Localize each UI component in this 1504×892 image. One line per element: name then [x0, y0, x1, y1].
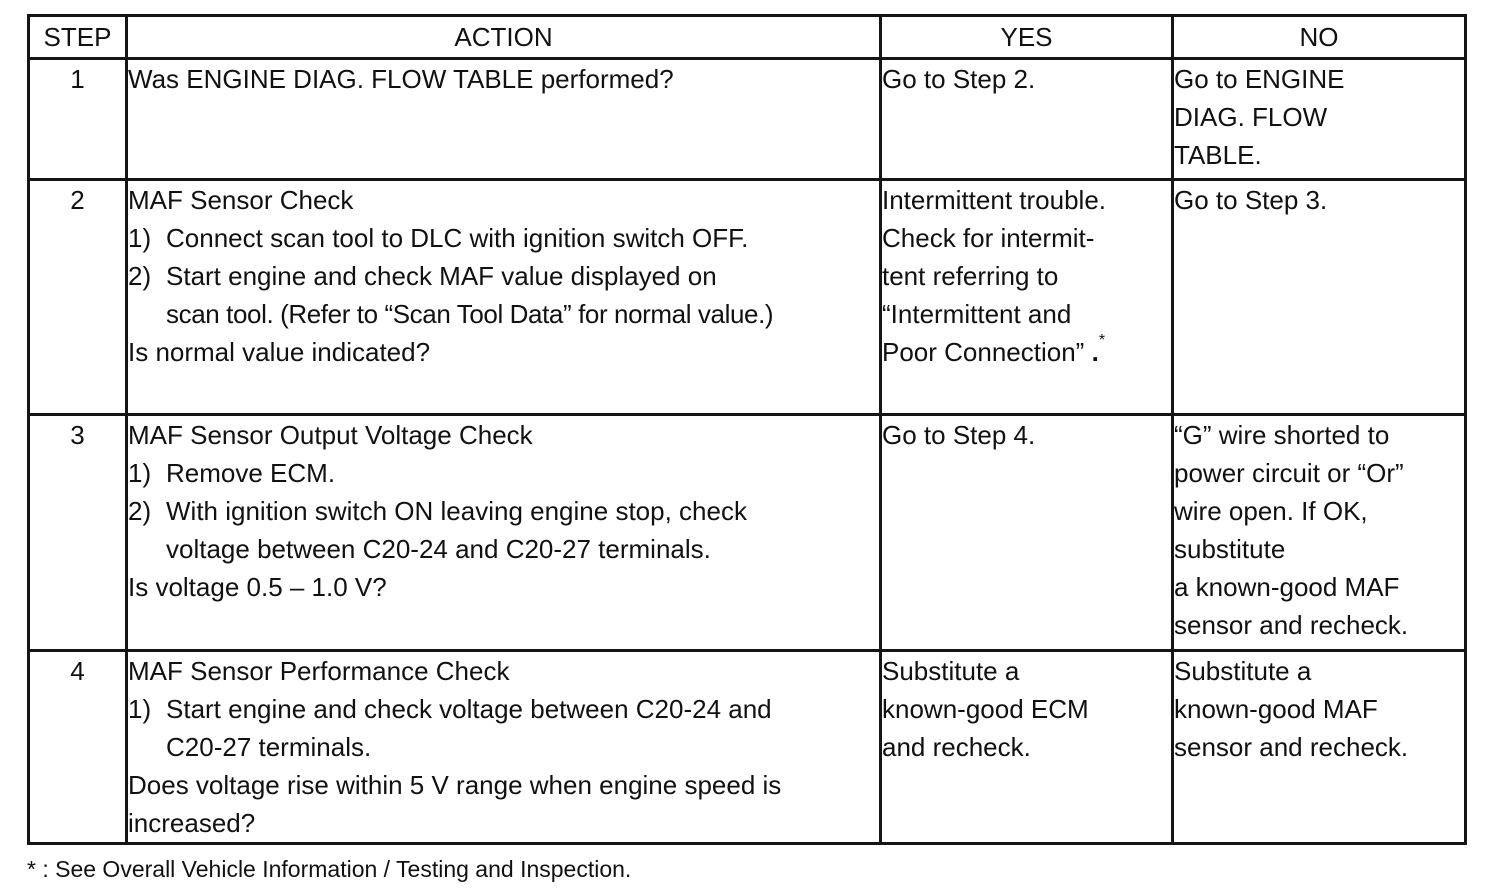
no-cell: [1173, 651, 1466, 844]
yes-cell: [881, 59, 1173, 180]
action-cell: [127, 415, 881, 651]
substep-text: Remove ECM.: [166, 458, 336, 488]
header-yes: YES: [881, 16, 1173, 59]
no-line: a known-good MAF: [1174, 572, 1400, 602]
yes-cell: [881, 415, 1173, 651]
yes-line: Substitute a: [882, 656, 1020, 686]
action-cell: [127, 59, 881, 180]
table-row: [29, 180, 1466, 415]
action-question: Does voltage rise within 5 V range when engine speed is: [128, 770, 782, 800]
yes-line: Go to Step 4.: [882, 420, 1036, 450]
substep-number: 2): [128, 261, 152, 291]
no-line: DIAG. FLOW: [1174, 102, 1328, 132]
no-cell: [1173, 59, 1466, 180]
step-number: 2: [29, 180, 127, 415]
yes-line: Check for intermit-: [882, 223, 1095, 253]
action-substep: [128, 690, 879, 728]
substep-continuation: voltage between C20-24 and C20-27 terminals.: [166, 534, 711, 564]
action-substep: [128, 454, 879, 492]
no-line: “G” wire shorted to: [1174, 420, 1390, 450]
action-substep: [128, 492, 879, 530]
no-line: known-good MAF: [1174, 694, 1378, 724]
action-title: MAF Sensor Check: [128, 185, 354, 215]
reference-dot: .: [1091, 337, 1099, 367]
action-title: Was ENGINE DIAG. FLOW TABLE performed?: [128, 64, 674, 94]
yes-line: “Intermittent and: [882, 299, 1072, 329]
action-cell: [127, 180, 881, 415]
action-title: MAF Sensor Performance Check: [128, 656, 510, 686]
action-question: Is normal value indicated?: [128, 337, 431, 367]
footnote-marker: *: [1098, 332, 1106, 349]
no-line: power circuit or “Or”: [1174, 458, 1404, 488]
yes-line: tent referring to: [882, 261, 1059, 291]
yes-line: Go to Step 2.: [882, 64, 1036, 94]
yes-line: known-good ECM: [882, 694, 1089, 724]
no-line: Go to ENGINE: [1174, 64, 1345, 94]
yes-line-last: [882, 333, 1171, 371]
table-row: [29, 651, 1466, 844]
action-substep: [128, 219, 879, 257]
footnote: * : See Overall Vehicle Information / Testing and Inspection.: [27, 856, 632, 882]
no-line: wire open. If OK,: [1174, 496, 1368, 526]
substep-number: 1): [128, 694, 152, 724]
diagnostic-flow-table: [27, 14, 1467, 845]
no-line: Substitute a: [1174, 656, 1312, 686]
substep-text: Start engine and check MAF value displayed on: [166, 261, 717, 291]
step-number: 1: [29, 59, 127, 180]
header-no: NO: [1173, 16, 1466, 59]
step-number: 4: [29, 651, 127, 844]
yes-line-text: Poor Connection”: [882, 337, 1085, 367]
header-step: STEP: [29, 16, 127, 59]
header-action: ACTION: [127, 16, 881, 59]
step-number: 3: [29, 415, 127, 651]
substep-number: 1): [128, 223, 152, 253]
header-row: [29, 16, 1466, 59]
substep-number: 2): [128, 496, 152, 526]
substep-continuation: C20-27 terminals.: [166, 732, 372, 762]
substep-number: 1): [128, 458, 152, 488]
action-question: increased?: [128, 808, 256, 838]
table-row: [29, 415, 1466, 651]
no-line: substitute: [1174, 534, 1286, 564]
substep-text: With ignition switch ON leaving engine stop, check: [166, 496, 747, 526]
yes-line: Intermittent trouble.: [882, 185, 1106, 215]
substep-continuation: scan tool. (Refer to “Scan Tool Data” for normal value.): [166, 299, 774, 329]
action-substep: [128, 257, 879, 295]
yes-cell: [881, 651, 1173, 844]
action-question: Is voltage 0.5 – 1.0 V?: [128, 572, 387, 602]
no-line: Go to Step 3.: [1174, 185, 1328, 215]
no-line: TABLE.: [1174, 140, 1262, 170]
yes-line: and recheck.: [882, 732, 1031, 762]
table-row: [29, 59, 1466, 180]
action-cell: [127, 651, 881, 844]
no-line: sensor and recheck.: [1174, 732, 1409, 762]
no-cell: [1173, 180, 1466, 415]
no-cell: [1173, 415, 1466, 651]
no-line: sensor and recheck.: [1174, 610, 1409, 640]
substep-text: Start engine and check voltage between C20-24 and: [166, 694, 772, 724]
action-title: MAF Sensor Output Voltage Check: [128, 420, 533, 450]
substep-text: Connect scan tool to DLC with ignition switch OFF.: [166, 223, 749, 253]
yes-cell: [881, 180, 1173, 415]
